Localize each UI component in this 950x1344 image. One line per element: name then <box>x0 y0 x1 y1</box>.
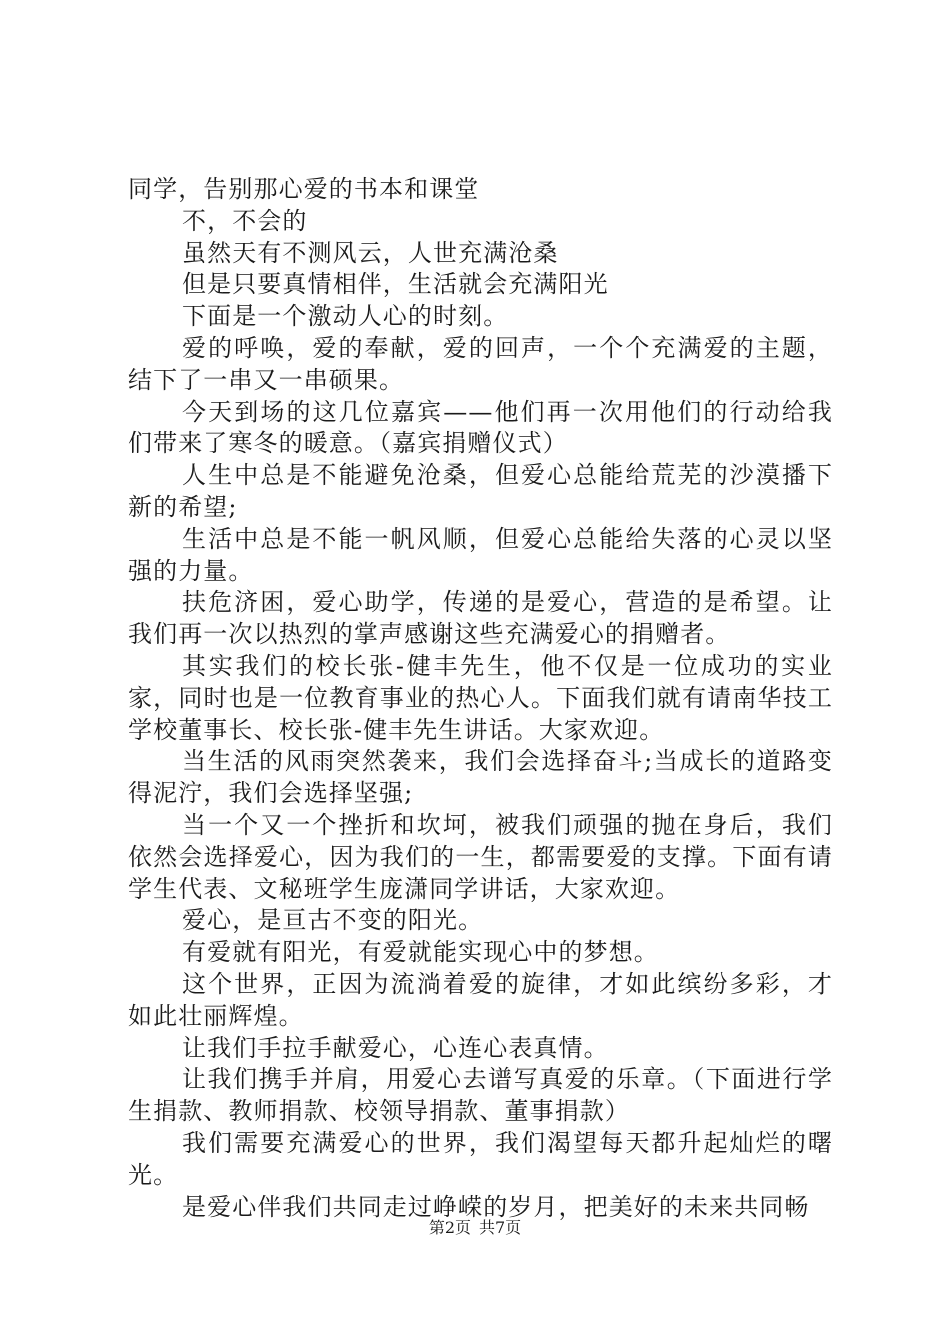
paragraph: 同学，告别那心爱的书本和课堂 <box>128 175 480 203</box>
paragraph: 生活中总是不能一帆风顺，但爱心总能给失落的心灵以坚强的力量。 <box>128 524 833 585</box>
paragraph: 这个世界，正因为流淌着爱的旋律，才如此缤纷多彩，才如此壮丽辉煌。 <box>128 969 833 1030</box>
page-footer <box>0 1218 950 1238</box>
paragraph: 我们需要充满爱心的世界，我们渴望每天都升起灿烂的曙光。 <box>128 1128 833 1189</box>
paragraph: 今天到场的这几位嘉宾——他们再一次用他们的行动给我们带来了寒冬的暖意。（嘉宾捐赠仪式） <box>128 397 833 458</box>
paragraph: 虽然天有不测风云，人世充满沧桑 <box>182 238 559 267</box>
paragraph: 爱的呼唤，爱的奉献，爱的回声，一个个充满爱的主题，结下了一串又一串硕果。 <box>128 333 833 394</box>
page-number: 第2页 <box>428 1218 471 1237</box>
paragraph: 爱心，是亘古不变的阳光。 <box>182 906 484 935</box>
page-total: 共7页 <box>479 1218 522 1237</box>
paragraph: 不，不会的 <box>182 206 308 235</box>
paragraph: 人生中总是不能避免沧桑，但爱心总能给荒芜的沙漠播下新的希望; <box>128 461 833 521</box>
paragraph: 让我们手拉手献爱心，心连心表真情。 <box>182 1033 609 1062</box>
paragraph: 下面是一个激动人心的时刻。 <box>182 302 509 331</box>
paragraph: 当一个又一个挫折和坎坷，被我们顽强的抛在身后，我们依然会选择爱心，因为我们的一生，都需要爱的支撑。下面有请学生代表、文秘班学生庞潇同学讲话，大家欢迎。 <box>128 810 833 903</box>
paragraph: 当生活的风雨突然袭来，我们会选择奋斗;当成长的道路变得泥泞，我们会选择坚强; <box>128 747 833 808</box>
paragraph: 是爱心伴我们共同走过峥嵘的岁月，把美好的未来共同畅 <box>182 1192 810 1221</box>
paragraph: 其实我们的校长张-健丰先生，他不仅是一位成功的实业家，同时也是一位教育事业的热心人。下面我们就有请南华技工学校董事长、校长张-健丰先生讲话。大家欢迎。 <box>128 651 833 744</box>
paragraph: 但是只要真情相伴，生活就会充满阳光 <box>182 270 609 299</box>
document-body <box>128 174 833 1221</box>
paragraph: 扶危济困，爱心助学，传递的是爱心，营造的是希望。让我们再一次以热烈的掌声感谢这些充满爱心的捐赠者。 <box>128 588 833 649</box>
paragraph: 有爱就有阳光，有爱就能实现心中的梦想。 <box>182 938 659 967</box>
paragraph: 让我们携手并肩，用爱心去谱写真爱的乐章。（下面进行学生捐款、教师捐款、校领导捐款、董事捐款） <box>128 1065 833 1126</box>
